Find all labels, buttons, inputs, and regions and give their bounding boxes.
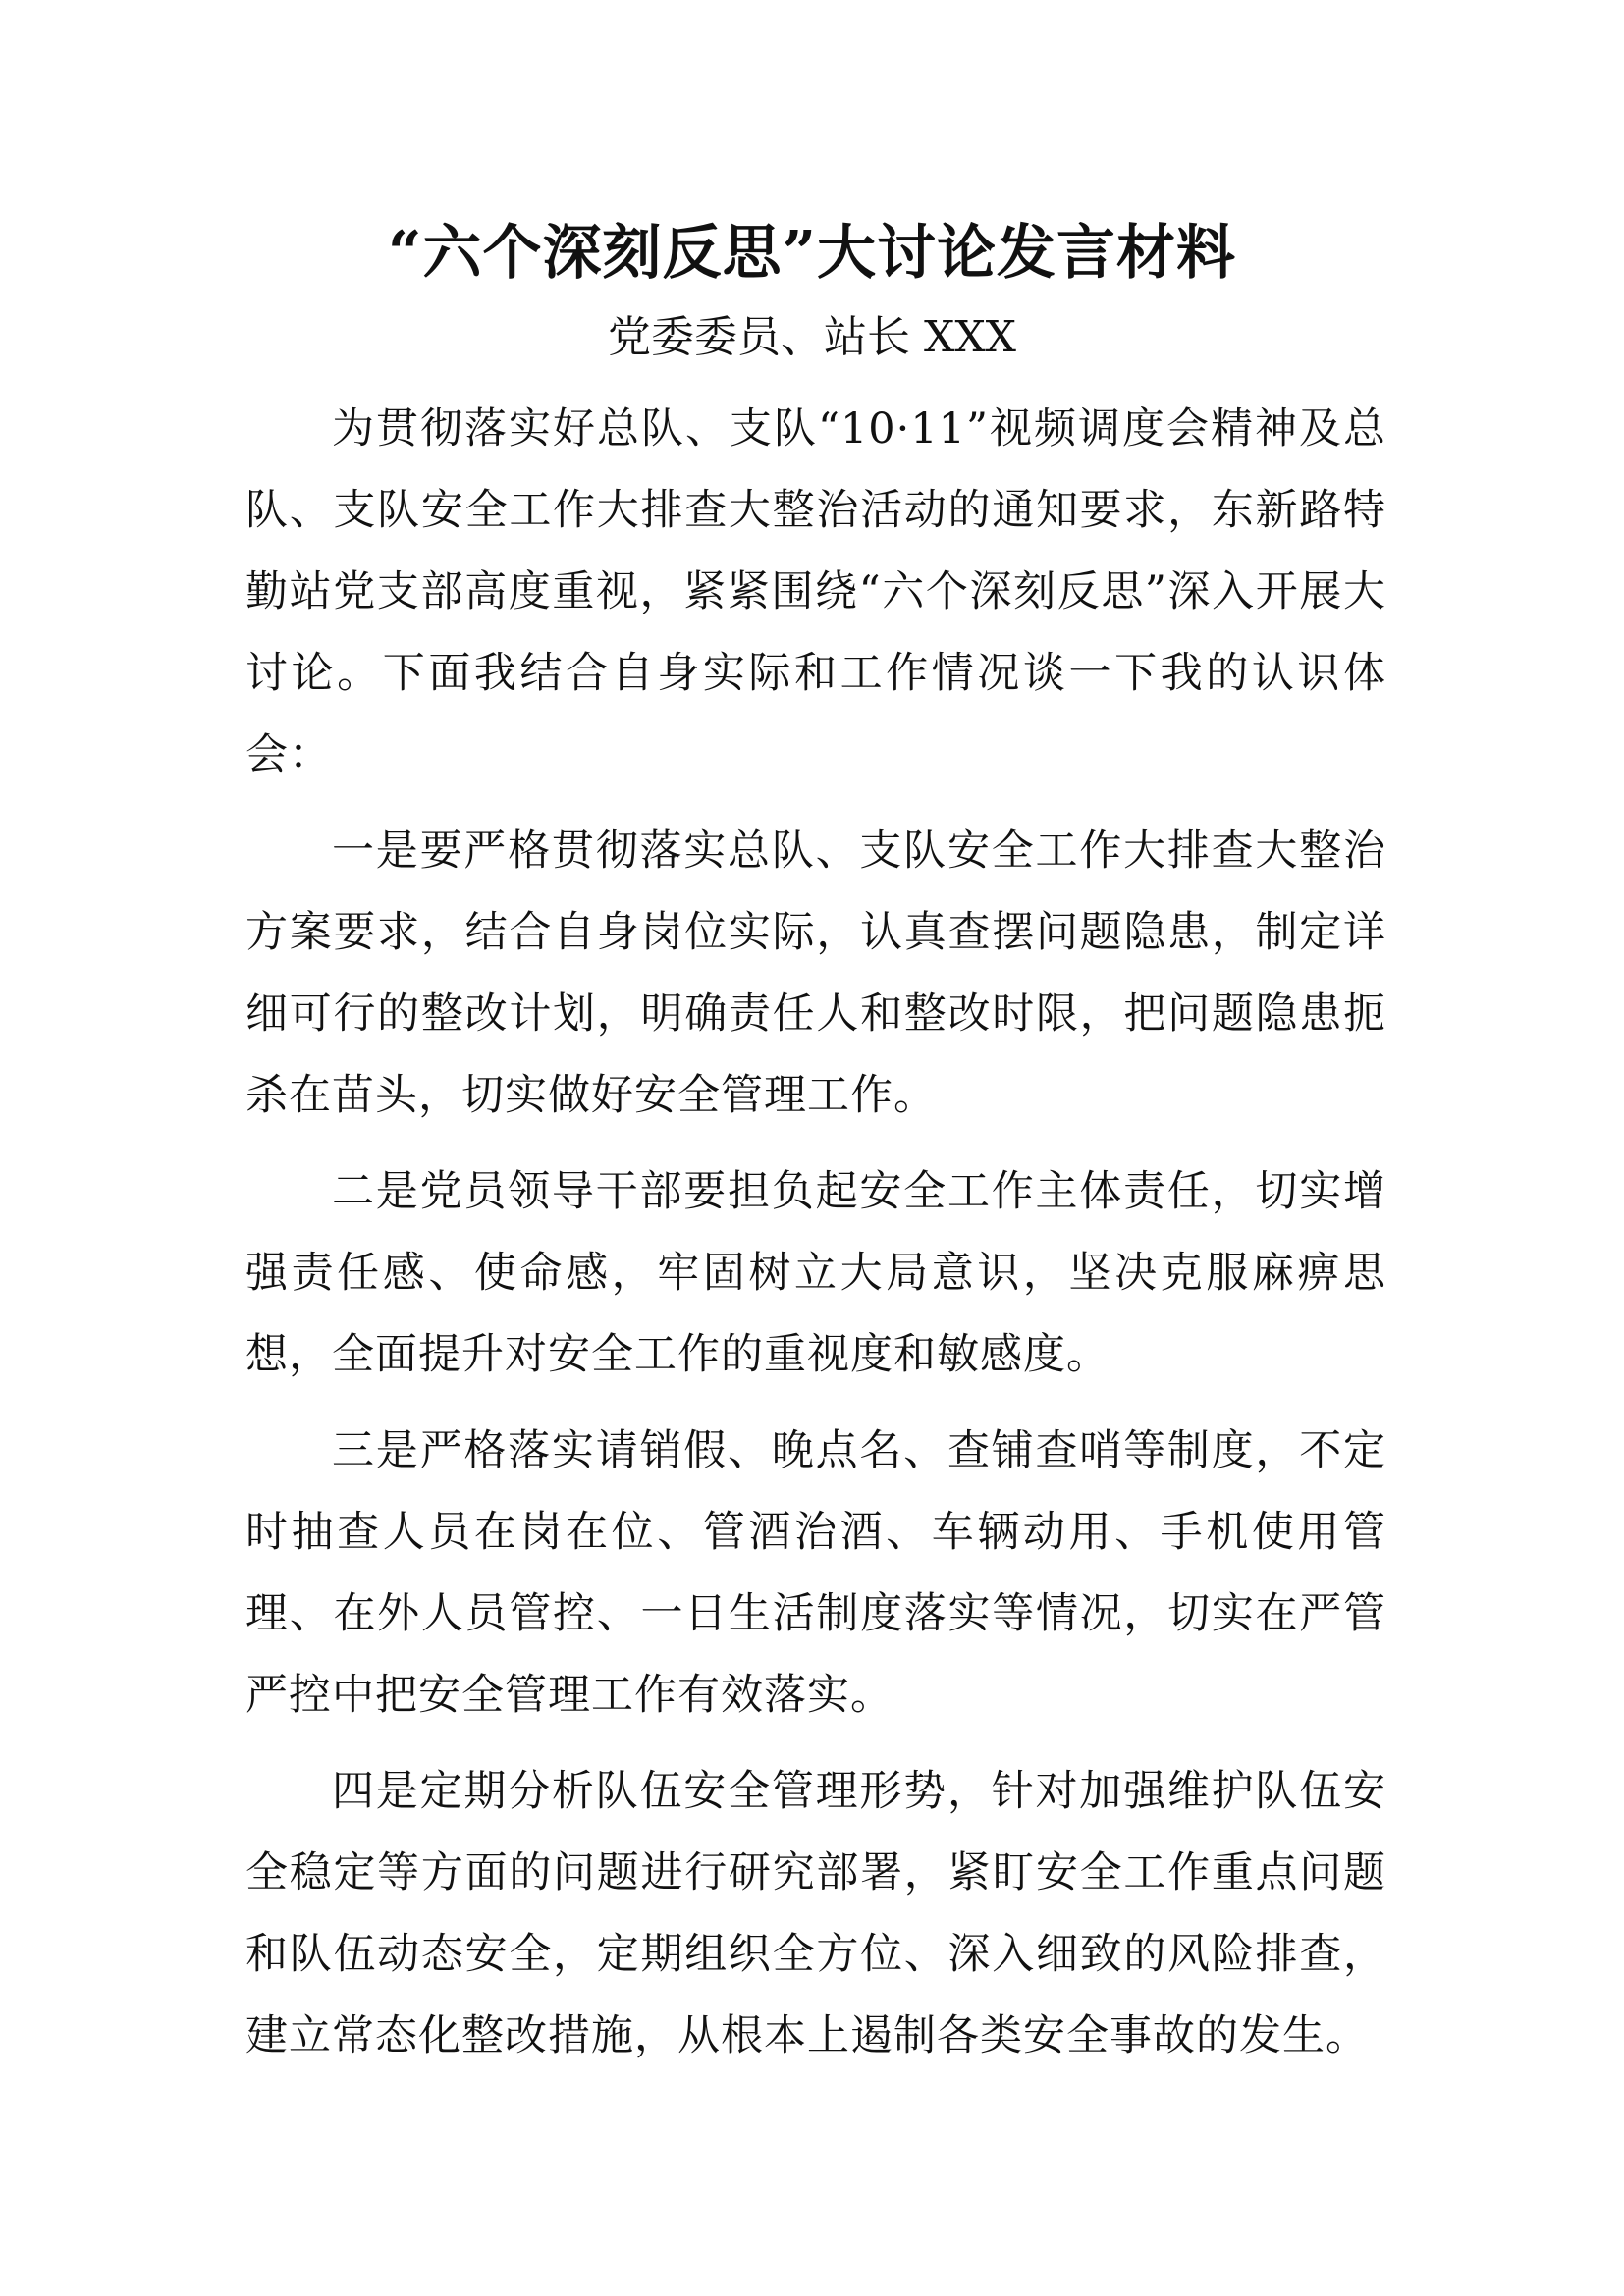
paragraph-point-one: 一是要严格贯彻落实总队、支队安全工作大排查大整治方案要求，结合自身岗位实际，认真查摆问题隐患，制定详细可行的整改计划，明确责任人和整改时限，把问题隐患扼杀在苗头，切实做好安全管理工作。 bbox=[245, 827, 1386, 1120]
paragraph-point-three: 三是严格落实请销假、晚点名、查铺查哨等制度，不定时抽查人员在岗在位、管酒治酒、车辆动用、手机使用管理、在外人员管控、一日生活制度落实等情况，切实在严管严控中把安全管理工作有效落实。 bbox=[245, 1426, 1386, 1720]
paragraph-point-four: 四是定期分析队伍安全管理形势，针对加强维护队伍安全稳定等方面的问题进行研究部署，紧盯安全工作重点问题和队伍动态安全，定期组织全方位、深入细致的风险排查，建立常态化整改措施，从根本上遏制各类安全事故的发生。 bbox=[245, 1767, 1386, 2060]
author-line: 党委委员、站长 XXX bbox=[608, 312, 1016, 362]
document-title: “六个深刻反思”大讨论发言材料 bbox=[387, 219, 1237, 288]
paragraph-intro: 为贯彻落实好总队、支队“10·11”视频调度会精神及总队、支队安全工作大排查大整治活动的通知要求，东新路特勤站党支部高度重视，紧紧围绕“六个深刻反思”深入开展大讨论。下面我结合自身实际和工作情况谈一下我的认识体会： bbox=[245, 404, 1386, 779]
document-body bbox=[245, 389, 1386, 2092]
paragraph-point-two: 二是党员领导干部要担负起安全工作主体责任，切实增强责任感、使命感，牢固树立大局意识，坚决克服麻痹思想，全面提升对安全工作的重视度和敏感度。 bbox=[245, 1167, 1386, 1379]
